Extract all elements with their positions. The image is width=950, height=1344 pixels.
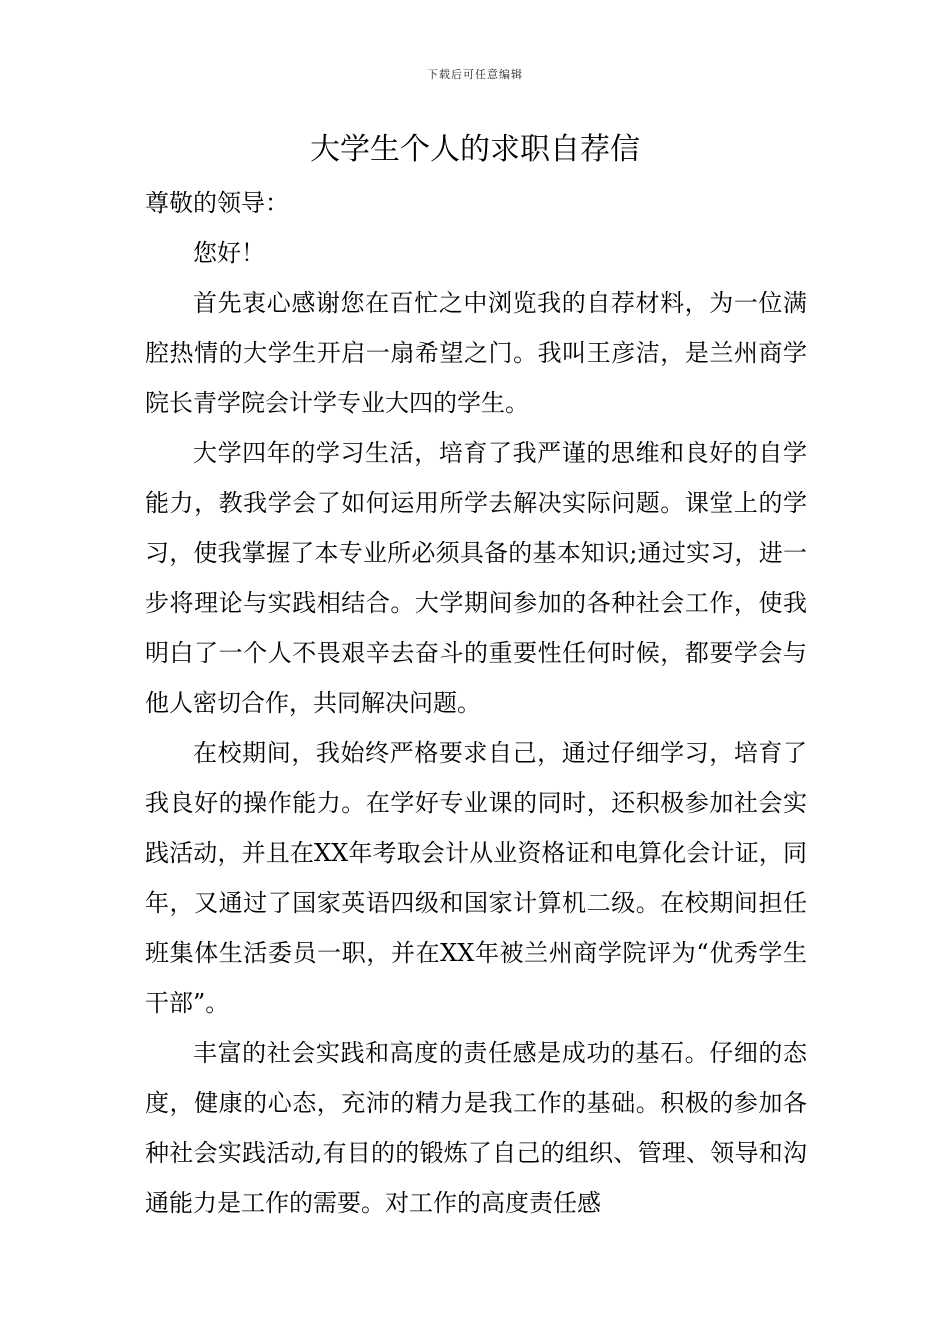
document-title: 大学生个人的求职自荐信 — [310, 132, 640, 167]
intro-paragraph: 首先衷心感谢您在百忙之中浏览我的自荐材料，为一位满腔热情的大学生开启一扇希望之门。我叫王彦洁，是兰州商学院长青学院会计学专业大四的学生。 — [145, 289, 807, 417]
letter-body — [145, 178, 807, 1228]
greeting-paragraph: 您好！ — [193, 239, 265, 267]
study-paragraph: 大学四年的学习生活，培育了我严谨的思维和良好的自学能力，教我学会了如何运用所学去解决实际问题。课堂上的学习，使我掌握了本专业所必须具备的基本知识;通过实习，进一步将理论与实践相结合。大学期间参加的各种社会工作，使我明白了一个人不畏艰辛去奋斗的重要性任何时候，都要学会与他人密切合作，共同解决问题。 — [145, 439, 807, 717]
salutation: 尊敬的领导： — [145, 189, 289, 217]
achievements-paragraph: 在校期间，我始终严格要求自己，通过仔细学习，培育了我良好的操作能力。在学好专业课的同时，还积极参加社会实践活动，并且在XX年考取会计从业资格证和电算化会计证，同年，又通过了国家英语四级和国家计算机二级。在校期间担任班集体生活委员一职，并在XX年被兰州商学院评为“优秀学生干部”。 — [145, 739, 807, 1017]
header-note: 下载后可任意编辑 — [427, 68, 523, 81]
practice-paragraph: 丰富的社会实践和高度的责任感是成功的基石。仔细的态度，健康的心态，充沛的精力是我工作的基础。积极的参加各种社会实践活动,有目的的锻炼了自己的组织、管理、领导和沟通能力是工作的需要。对工作的高度责任感 — [145, 1039, 807, 1217]
